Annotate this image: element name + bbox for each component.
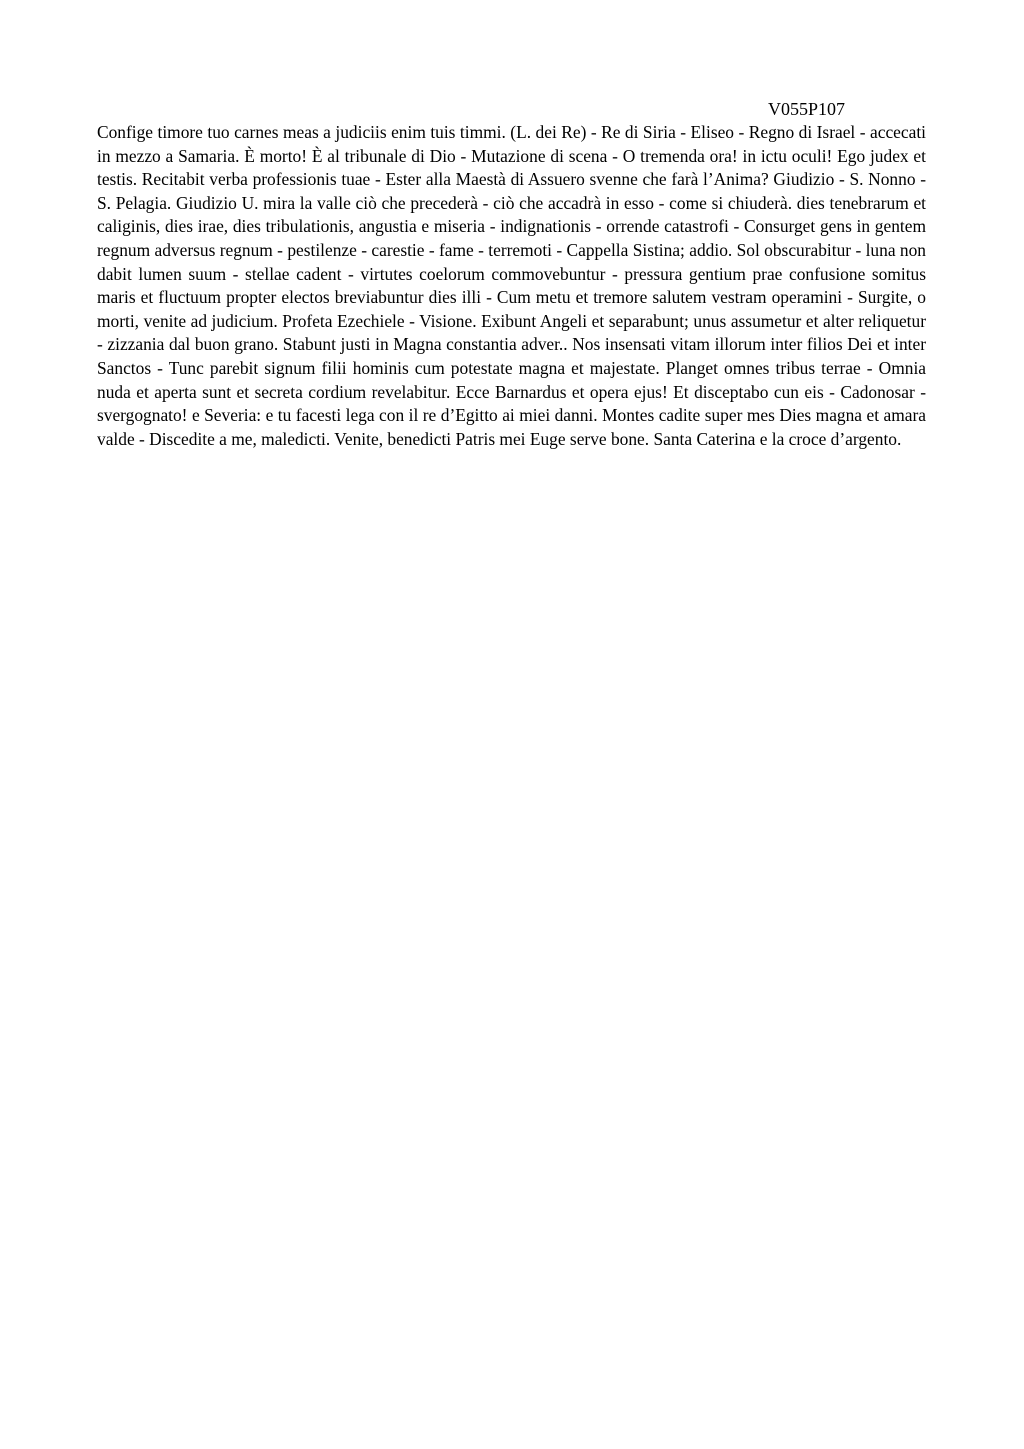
page-identifier: V055P107 (768, 99, 846, 119)
body-paragraph: Confige timore tuo carnes meas a judiciis enim tuis timmi. (L. dei Re) - Re di Siria - Eliseo - Regno di Israel - accecati in mezzo a Samaria. È morto! È al tribunale di Dio - Mutazione di scena - O tremenda ora! in ictu oculi! Ego judex et testis. Recitabit verba professionis tuae - Ester alla Maestà di Assuero svenne che farà l’Anima? Giudizio - S. Nonno - S. Pelagia. Giudizio U. mira la valle ciò che precederà - ciò che accadrà in esso - come si chiuderà. dies tenebrarum et caliginis, dies irae, dies tribulationis, angustia e miseria - indignationis - orrende catastrofi - Consurget gens in gentem regnum adversus regnum - pestilenze - carestie - fame - terremoti - Cappella Sistina; addio. Sol obscurabitur - luna non dabit lumen suum - stellae cadent - virtutes coelorum commovebuntur - pressura gentium prae confusione somitus maris et fluctuum propter electos breviabuntur dies illi - Cum metu et tremore salutem vestram operamini - Surgite, o morti, venite ad judicium. Profeta Ezechiele - Visione. Exibunt Angeli et separabunt; unus assumetur et alter reliquetur - zizzania dal buon grano. Stabunt justi in Magna constantia adver.. Nos insensati vitam illorum inter filios Dei et inter Sanctos - Tunc parebit signum filii hominis cum potestate magna et majestate. Planget omnes tribus terrae - Omnia nuda et aperta sunt et secreta cordium revelabitur. Ecce Barnardus et opera ejus! Et disceptabo cun eis - Cadonosar - svergognato! e Severia: e tu facesti lega con il re d’Egitto ai miei danni. Montes cadite super mes Dies magna et amara valde - Discedite a me, maledicti. Venite, benedicti Patris mei Euge serve bone. Santa Caterina e la croce d’argento. (97, 122, 926, 449)
